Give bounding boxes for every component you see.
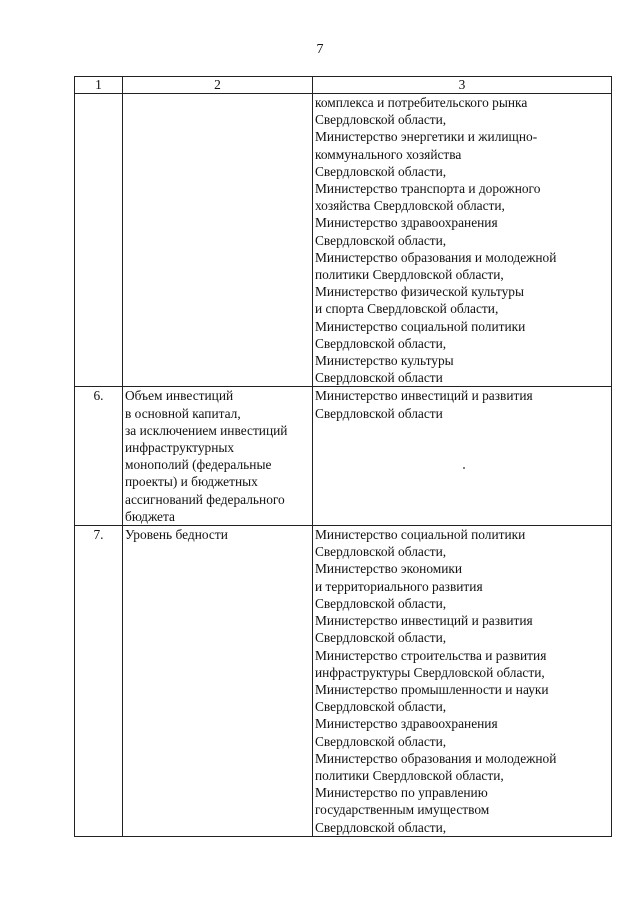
responsible-line: государственным имуществом bbox=[315, 802, 490, 818]
responsible-line: Министерство строительства и развития bbox=[315, 647, 547, 663]
indicator-line: проекты) и бюджетных bbox=[125, 474, 258, 490]
responsible-line: Министерство здравоохранения bbox=[315, 716, 498, 732]
stray-mark bbox=[463, 467, 465, 469]
indicator-line: за исключением инвестиций bbox=[125, 422, 288, 438]
responsible-cell bbox=[313, 94, 612, 387]
indicator-cell bbox=[123, 526, 313, 837]
indicator-cell bbox=[123, 387, 313, 526]
responsible-line: Министерство энергетики и жилищно- bbox=[315, 129, 538, 145]
responsible-line: комплекса и потребительского рынка bbox=[315, 95, 528, 110]
responsible-line: Свердловской области, bbox=[315, 630, 447, 646]
indicator-cell bbox=[123, 94, 313, 387]
responsible-line: Министерство транспорта и дорожного bbox=[315, 181, 541, 197]
responsible-line: Министерство физической культуры bbox=[315, 284, 524, 300]
responsible-line: хозяйства Свердловской области, bbox=[315, 198, 505, 214]
responsible-line: и спорта Свердловской области, bbox=[315, 301, 499, 317]
indicator-line: Уровень бедности bbox=[125, 527, 228, 543]
responsible-line: коммунального хозяйства bbox=[315, 146, 462, 162]
responsible-line: Свердловской области, bbox=[315, 232, 447, 248]
header-cell-1: 1 bbox=[75, 77, 123, 94]
responsible-line: Свердловской области, bbox=[315, 112, 447, 128]
responsible-line: Министерство экономики bbox=[315, 561, 463, 577]
header-cell-3: 3 bbox=[313, 77, 612, 94]
responsible-line: Свердловской области, bbox=[315, 544, 447, 560]
responsible-line: Свердловской области, bbox=[315, 163, 447, 179]
responsible-line: Министерство образования и молодежной bbox=[315, 750, 557, 766]
responsible-line: Министерство инвестиций и развития bbox=[315, 613, 533, 629]
responsible-line: Министерство социальной политики bbox=[315, 527, 526, 543]
responsible-line: Свердловской области, bbox=[315, 819, 447, 835]
responsible-line: Свердловской области, bbox=[315, 335, 447, 351]
responsible-line: Министерство образования и молодежной bbox=[315, 249, 557, 265]
responsible-line: Свердловской области bbox=[315, 370, 443, 386]
responsible-line: Министерство культуры bbox=[315, 353, 454, 369]
responsible-line: Свердловской области, bbox=[315, 733, 447, 749]
responsible-line: Свердловской области, bbox=[315, 595, 447, 611]
responsible-line: инфраструктуры Свердловской области, bbox=[315, 664, 545, 680]
responsible-line: Министерство здравоохранения bbox=[315, 215, 498, 231]
responsible-line: и территориального развития bbox=[315, 578, 483, 594]
indicator-line: ассигнований федерального bbox=[125, 491, 285, 507]
responsible-line: Министерство по управлению bbox=[315, 785, 488, 801]
responsible-line: Министерство инвестиций и развития bbox=[315, 388, 533, 404]
table-row bbox=[75, 94, 612, 387]
responsible-line: Министерство промышленности и науки bbox=[315, 681, 549, 697]
indicator-line: бюджета bbox=[125, 508, 175, 524]
indicator-line: Объем инвестиций bbox=[125, 388, 234, 404]
table-header-row bbox=[75, 77, 612, 94]
indicator-line: в основной капитал, bbox=[125, 405, 241, 421]
indicator-line: монополий (федеральные bbox=[125, 457, 272, 473]
responsible-line: политики Свердловской области, bbox=[315, 767, 504, 783]
responsible-line: Свердловской области bbox=[315, 405, 443, 421]
table-row bbox=[75, 387, 612, 526]
row-number: 7. bbox=[75, 526, 123, 837]
responsible-line: Министерство социальной политики bbox=[315, 318, 526, 334]
row-number: 6. bbox=[75, 387, 123, 526]
responsible-line: политики Свердловской области, bbox=[315, 267, 504, 283]
page-number: 7 bbox=[316, 42, 324, 57]
row-number bbox=[75, 94, 123, 387]
header-cell-2: 2 bbox=[123, 77, 313, 94]
table-row bbox=[75, 526, 612, 837]
responsible-cell bbox=[313, 526, 612, 837]
indicator-line: инфраструктурных bbox=[125, 440, 235, 456]
responsibility-table bbox=[74, 76, 612, 837]
responsible-cell bbox=[313, 387, 612, 526]
responsible-line: Свердловской области, bbox=[315, 699, 447, 715]
